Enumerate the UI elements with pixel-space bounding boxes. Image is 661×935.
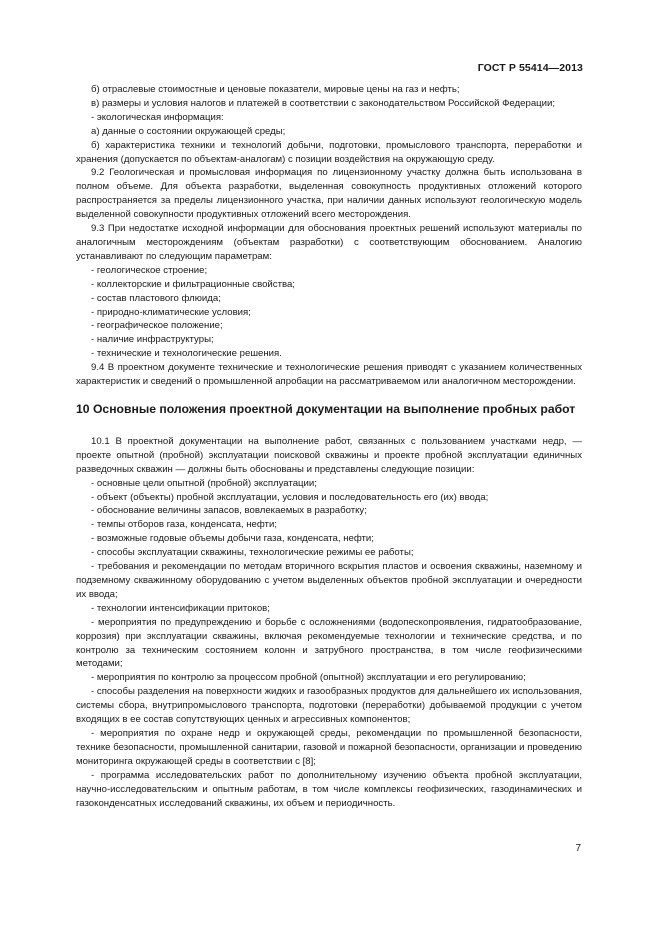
paragraph: а) данные о состоянии окружающей среды;	[91, 125, 286, 137]
list-item: - состав пластового флюида;	[91, 292, 221, 304]
paragraph: в) размеры и условия налогов и платежей в соответствии с законодательством Российской Федерации;	[91, 97, 556, 109]
list-item: - геологическое строение;	[91, 264, 208, 276]
clause-9-3: 9.3 При недостатке исходной информации для обоснования проектных решений используют материалы по аналогичным месторождениям (объектам разработки) с соответствующим обоснованием. Аналогию устанавливают по следующим параметрам:	[76, 223, 582, 262]
list-item: - основные цели опытной (пробной) эксплуатации;	[91, 477, 317, 489]
section-heading: 10 Основные положения проектной документации на выполнение пробных работ	[76, 401, 576, 416]
paragraph: б) характеристика техники и технологий добычи, подготовки, промыслового транспорта, переработки и хранения (допускается по объектам-аналогам) с позиции воздействия на окружающую среду.	[76, 139, 582, 165]
list-item: - мероприятия по контролю за процессом пробной (опытной) эксплуатации и его регулированию;	[91, 672, 526, 684]
list-item: - коллекторские и фильтрационные свойства;	[91, 278, 295, 290]
list-item: - обоснование величины запасов, вовлекаемых в разработку;	[91, 505, 367, 517]
list-item: - мероприятия по предупреждению и борьбе с осложнениями (водопескопроявления, гидратообразование, коррозия) при эксплуатации скважины, включая рекомендуемые технологии и технические средства, и по контролю за техническим состоянием колонн и затрубного пространства, в том числе геофизическими методами;	[76, 616, 582, 670]
list-item: - требования и рекомендации по методам вторичного вскрытия пластов и освоения скважины, наземному и подземному скважинному оборудованию с учетом выделенных объектов пробной эксплуатации и очередности их ввода;	[76, 561, 582, 600]
clause-9-4: 9.4 В проектном документе технические и технологические решения приводят с указанием количественных характеристик и сведений о промышленной апробации на рассматриваемом или аналогичном месторождении.	[76, 362, 582, 388]
list-item: - технологии интенсификации притоков;	[91, 602, 270, 614]
page-number: 7	[575, 843, 581, 854]
document-code: ГОСТ Р 55414—2013	[477, 62, 583, 74]
list-item: - программа исследовательских работ по дополнительному изучению объекта пробной эксплуатации, научно-исследовательским и опытным работам, в том числе комплексы геофизических, газодинамических и газоконденсатных исследований скважины, их объем и периодичность.	[76, 769, 582, 809]
list-item: - природно-климатические условия;	[91, 306, 251, 318]
list-item: - мероприятия по охране недр и окружающей среды, рекомендации по промышленной безопасности, технике безопасности, промышленной санитарии, газовой и пожарной безопасности, организации и проведению мониторинга окружающей среды в соответствии с [8];	[76, 727, 582, 767]
list-item: - темпы отборов газа, конденсата, нефти;	[91, 519, 277, 531]
list-item: - технические и технологические решения.	[91, 348, 282, 360]
paragraph: б) отраслевые стоимостные и ценовые показатели, мировые цены на газ и нефть;	[91, 84, 460, 95]
list-item: - способы эксплуатации скважины, технологические режимы ее работы;	[91, 547, 414, 559]
list-item: - способы разделения на поверхности жидких и газообразных продуктов для дальнейшего их использования, системы сбора, внутрипромыслового транспорта, подготовки (переработки) добываемой продукции с учетом входящих в ее состав сопутствующих ценных и агрессивных компонентов;	[76, 686, 582, 726]
list-item: - объект (объекты) пробной эксплуатации, условия и последовательность его (их) ввода;	[91, 491, 489, 503]
list-item: - наличие инфраструктуры;	[91, 334, 214, 346]
list-item: - возможные годовые объемы добычи газа, конденсата, нефти;	[91, 533, 374, 545]
list-item: - экологическая информация:	[91, 111, 224, 123]
clause-9-2: 9.2 Геологическая и промысловая информация по лицензионному участку должна быть использована в полном объеме. Для объекта разработки, выделенная совокупность продуктивных отложений которого распространяется за пределы лицензионного участка, при наличии данных используют геологическую модель выделенной совокупности продуктивных отложений всего месторождения.	[76, 167, 582, 221]
clause-10-1: 10.1 В проектной документации на выполнение работ, связанных с пользованием участками недр, — проекте опытной (пробной) эксплуатации поисковой скважины и проекте пробной эксплуатации единичных разведочных скважин — должны быть обоснованы и представлены следующие позиции:	[76, 435, 582, 475]
list-item: - географическое положение;	[91, 320, 223, 332]
page-content	[76, 83, 582, 810]
